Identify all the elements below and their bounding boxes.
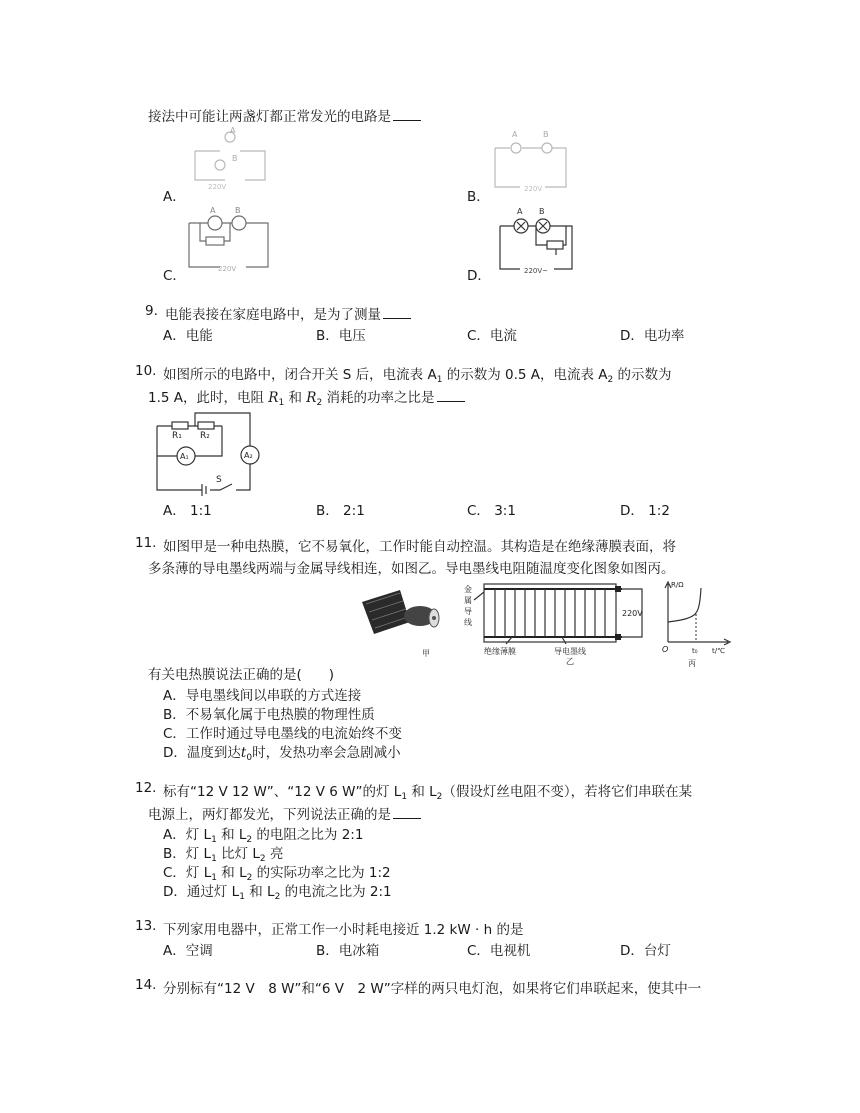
q11-ink-label: 导电墨线 [554, 647, 586, 656]
q13-option-c[interactable]: C．电视机 [467, 943, 531, 959]
svg-text:B: B [539, 207, 545, 216]
q11-number: 11. [135, 535, 157, 551]
q10-text: 消耗的功率之比是 [322, 390, 435, 406]
q12-line1 [163, 780, 692, 802]
subscript: 1 [239, 892, 245, 902]
q14-number: 14. [135, 977, 157, 993]
q11-voltage-label: 220V [622, 609, 643, 618]
q8-circuit-b [490, 125, 570, 195]
q10-line2 [148, 386, 465, 408]
svg-text:A: A [512, 130, 518, 139]
q13-option-a[interactable]: A．空调 [163, 943, 213, 959]
q10-option-d[interactable]: D． 1:2 [620, 503, 670, 519]
option-text: C．灯 L [163, 865, 212, 881]
subscript: 2 [316, 398, 323, 408]
subscript: 0 [246, 753, 253, 763]
svg-text:A: A [230, 126, 236, 135]
q11-metal-wire-char: 线 [464, 618, 472, 627]
q9-option-d[interactable]: D．电功率 [620, 328, 685, 344]
option-text: 和 L [216, 865, 247, 881]
q13-stem: 下列家用电器中，正常工作一小时耗电接近 1.2 kW · h 的是 [163, 922, 524, 938]
svg-text:220V~: 220V~ [524, 267, 549, 275]
q8-option-c[interactable]: C． [163, 268, 186, 284]
q11-metal-wire-char: 属 [464, 596, 472, 605]
option-text: 和 L [244, 884, 275, 900]
q8-stem-text: 接法中可能让两盏灯都正常发光的电路是 [148, 109, 391, 125]
q12-line2 [148, 803, 421, 823]
svg-text:B: B [235, 206, 241, 215]
q10-r1-label: R₁ [172, 431, 182, 441]
svg-text:A: A [517, 207, 523, 216]
q11-metal-wire-char: 导 [464, 607, 472, 616]
q10-switch-label: S [216, 475, 222, 485]
q11-jia-label: 甲 [422, 649, 430, 658]
q8-option-a[interactable]: A． [163, 189, 186, 205]
temperature-symbol: t [240, 745, 247, 761]
option-text: 和 L [216, 827, 247, 843]
q13-number: 13. [135, 918, 157, 934]
subscript: 1 [211, 873, 217, 883]
q8-circuit-c [186, 205, 276, 275]
svg-text:A: A [210, 206, 216, 215]
q11-line1: 如图甲是一种电热膜，它不易氧化，工作时能自动控温。其构造是在绝缘薄膜表面，将 [163, 539, 676, 555]
resistor-symbol: R [268, 390, 279, 406]
q11-line2: 多条薄的导电墨线两端与金属导线相连，如图乙。导电墨线电阻随温度变化图象如图丙。 [148, 561, 675, 577]
q11-metal-wire-char: 金 [464, 585, 472, 594]
option-text: D．温度到达 [163, 745, 241, 761]
q9-option-b[interactable]: B．电压 [316, 328, 366, 344]
q12-number: 12. [135, 780, 157, 796]
q8-option-b[interactable]: B． [467, 189, 490, 205]
q13-option-b[interactable]: B．电冰箱 [316, 943, 380, 959]
answer-blank [393, 806, 421, 819]
subscript: 1 [211, 835, 217, 845]
q12-text: 标有“12 V 12 W”、“12 V 6 W”的灯 L [163, 784, 402, 800]
option-text: 时，发热功率会急剧减小 [252, 745, 401, 761]
q11-r-axis-label: R/Ω [671, 581, 684, 589]
q9-stem [165, 303, 411, 323]
q11-option-c[interactable]: C．工作时通过导电墨线的电流始终不变 [163, 726, 402, 742]
q10-text: 和 [284, 390, 307, 406]
subscript: 2 [274, 892, 281, 902]
q11-t-axis-label: t/℃ [712, 647, 725, 655]
q9-stem-text: 电能表接在家庭电路中，是为了测量 [165, 307, 381, 323]
q10-number: 10. [135, 363, 157, 379]
option-text: B．灯 L [163, 846, 212, 862]
answer-blank [437, 389, 465, 402]
q10-text: 的示数为 [613, 367, 672, 383]
q11-t0-label: t₀ [692, 647, 698, 655]
q10-option-c[interactable]: C． 3:1 [467, 503, 516, 519]
svg-text:B: B [543, 130, 549, 139]
q11-question: 有关电热膜说法正确的是( ) [148, 667, 335, 683]
q10-text: 1.5 A，此时，电阻 [148, 390, 269, 406]
subscript: 2 [436, 792, 443, 802]
q10-a1-label: A₁ [180, 452, 189, 461]
q10-circuit-diagram [152, 408, 272, 494]
answer-blank [383, 306, 411, 319]
q11-origin-label: O [662, 645, 669, 654]
svg-text:220V: 220V [218, 265, 237, 273]
q10-line1 [163, 363, 672, 385]
q11-figure-jia [360, 582, 450, 662]
q9-option-a[interactable]: A．电能 [163, 328, 213, 344]
q13-option-d[interactable]: D．台灯 [620, 943, 671, 959]
subscript: 2 [246, 835, 253, 845]
q12-text: 电源上，两灯都发光，下列说法正确的是 [148, 807, 391, 823]
option-text: 的实际功率之比为 1:2 [252, 865, 391, 881]
subscript: 2 [246, 873, 253, 883]
answer-blank [393, 108, 421, 121]
svg-text:220V: 220V [524, 185, 543, 193]
q8-option-d[interactable]: D． [467, 268, 491, 284]
q11-figure-yi [462, 580, 662, 666]
q8-circuit-d [492, 203, 582, 275]
q10-text: 的示数为 0.5 A，电流表 A [442, 367, 608, 383]
q12-option-d[interactable] [163, 880, 392, 902]
q11-figure-bing [660, 578, 740, 668]
subscript: 1 [436, 375, 443, 385]
q11-option-b[interactable]: B．不易氧化属于电热膜的物理性质 [163, 707, 375, 723]
q11-option-a[interactable]: A．导电墨线间以串联的方式连接 [163, 688, 362, 704]
subscript: 1 [278, 398, 285, 408]
q12-text: （假设灯丝电阻不变），若将它们串联在某 [442, 784, 693, 800]
option-text: 比灯 L [216, 846, 260, 862]
q10-r2-label: R₂ [200, 431, 210, 441]
q8-stem [148, 105, 421, 125]
q11-option-d[interactable] [163, 741, 401, 763]
q10-text: 如图所示的电路中，闭合开关 S 后，电流表 A [163, 367, 437, 383]
q8-circuit-a [190, 125, 270, 195]
q11-film-label: 绝缘薄膜 [484, 647, 516, 656]
subscript: 1 [211, 854, 217, 864]
q12-text: 和 L [407, 784, 437, 800]
q10-option-a[interactable]: A． 1:1 [163, 503, 212, 519]
q11-yi-label: 乙 [566, 657, 574, 666]
subscript: 2 [259, 854, 266, 864]
option-text: A．灯 L [163, 827, 212, 843]
option-text: 的电阻之比为 2:1 [252, 827, 364, 843]
subscript: 2 [607, 375, 614, 385]
svg-text:B: B [232, 154, 238, 163]
q10-a2-label: A₂ [244, 451, 253, 460]
q14-stem: 分别标有“12 V 8 W”和“6 V 2 W”字样的两只电灯泡，如果将它们串联起来，使其中一 [163, 981, 702, 997]
option-text: 的电流之比为 2:1 [280, 884, 392, 900]
q9-number: 9. [145, 303, 158, 319]
q9-option-c[interactable]: C．电流 [467, 328, 517, 344]
option-text: D．通过灯 L [163, 884, 240, 900]
option-text: 亮 [265, 846, 284, 862]
q11-bing-label: 丙 [688, 659, 696, 668]
svg-text:220V: 220V [208, 183, 227, 191]
resistor-symbol: R [306, 390, 317, 406]
subscript: 1 [401, 792, 408, 802]
q10-option-b[interactable]: B． 2:1 [316, 503, 365, 519]
